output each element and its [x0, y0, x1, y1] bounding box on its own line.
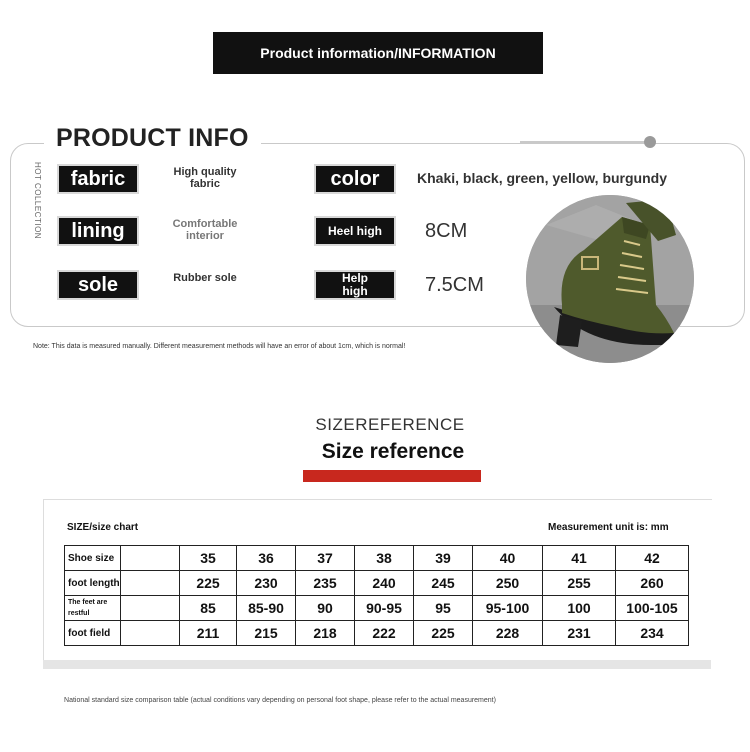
- table-cell: 218: [296, 621, 355, 646]
- table-cell-blank: [121, 571, 180, 596]
- table-cell: 231: [543, 621, 616, 646]
- table-cell: 240: [355, 571, 414, 596]
- table-row: [65, 571, 689, 596]
- table-cell: 90-95: [355, 596, 414, 621]
- fabric-tag: fabric: [57, 164, 139, 194]
- ankle-boot-photo: [526, 195, 694, 363]
- table-cell-blank: [121, 596, 180, 621]
- table-cell: 230: [237, 571, 296, 596]
- size-table-footnote: National standard size comparison table (actual conditions vary depending on personal foot shape, please refer to the actual measurement): [64, 697, 496, 704]
- size-chart-bottom-band: [43, 660, 711, 669]
- table-cell: 234: [616, 621, 689, 646]
- color-tag: color: [314, 164, 396, 194]
- measurement-note: Note: This data is measured manually. Different measurement methods will have an error of about 1cm, which is normal!: [33, 343, 406, 350]
- table-cell: 95: [414, 596, 473, 621]
- measurement-unit-label: Measurement unit is: mm: [548, 522, 669, 533]
- heel-high-value: 8CM: [425, 220, 468, 242]
- table-cell: 37: [296, 546, 355, 571]
- table-row: [65, 621, 689, 646]
- table-cell: 225: [180, 571, 237, 596]
- frame-dot-icon: [644, 136, 656, 148]
- table-cell: 38: [355, 546, 414, 571]
- table-cell: 35: [180, 546, 237, 571]
- table-cell: 40: [473, 546, 543, 571]
- row-label: foot length: [65, 571, 121, 596]
- heel-high-tag: Heel high: [314, 216, 396, 246]
- table-cell-blank: [121, 621, 180, 646]
- fabric-value: High quality fabric: [173, 166, 237, 190]
- table-cell: 245: [414, 571, 473, 596]
- sole-value: Rubber sole: [173, 272, 237, 284]
- product-information-banner: Product information/INFORMATION: [213, 32, 543, 74]
- size-chart-table: [64, 545, 689, 646]
- lining-value: Comfortable interior: [172, 218, 238, 242]
- table-cell: 260: [616, 571, 689, 596]
- row-label: The feet are restful: [65, 596, 121, 621]
- size-reference-heading: Size reference: [321, 440, 465, 463]
- row-label: Shoe size: [65, 546, 121, 571]
- table-cell: 228: [473, 621, 543, 646]
- table-cell: 215: [237, 621, 296, 646]
- table-cell: 225: [414, 621, 473, 646]
- help-high-tag: Help high: [314, 270, 396, 300]
- lining-tag: lining: [57, 216, 139, 246]
- table-cell: 41: [543, 546, 616, 571]
- hot-collection-label: HOT COLLECTION: [33, 162, 42, 240]
- table-cell: 100: [543, 596, 616, 621]
- table-cell: 85-90: [237, 596, 296, 621]
- color-value: Khaki, black, green, yellow, burgundy: [417, 170, 667, 186]
- table-cell: 85: [180, 596, 237, 621]
- table-row: [65, 596, 689, 621]
- table-cell: 39: [414, 546, 473, 571]
- table-cell: 36: [237, 546, 296, 571]
- table-row: [65, 546, 689, 571]
- help-high-value: 7.5CM: [425, 274, 484, 296]
- size-chart-label: SIZE/size chart: [67, 522, 139, 533]
- table-cell: 90: [296, 596, 355, 621]
- row-label: foot field: [65, 621, 121, 646]
- table-cell: 95-100: [473, 596, 543, 621]
- red-accent-bar: [303, 470, 481, 482]
- product-info-title: PRODUCT INFO: [44, 124, 261, 153]
- table-cell: 222: [355, 621, 414, 646]
- table-cell: 250: [473, 571, 543, 596]
- table-cell: 100-105: [616, 596, 689, 621]
- table-cell: 255: [543, 571, 616, 596]
- table-cell-blank: [121, 546, 180, 571]
- table-cell: 235: [296, 571, 355, 596]
- table-cell: 42: [616, 546, 689, 571]
- frame-divider-line: [520, 141, 644, 143]
- sole-tag: sole: [57, 270, 139, 300]
- size-reference-heading-en: SIZEREFERENCE: [315, 415, 465, 434]
- table-cell: 211: [180, 621, 237, 646]
